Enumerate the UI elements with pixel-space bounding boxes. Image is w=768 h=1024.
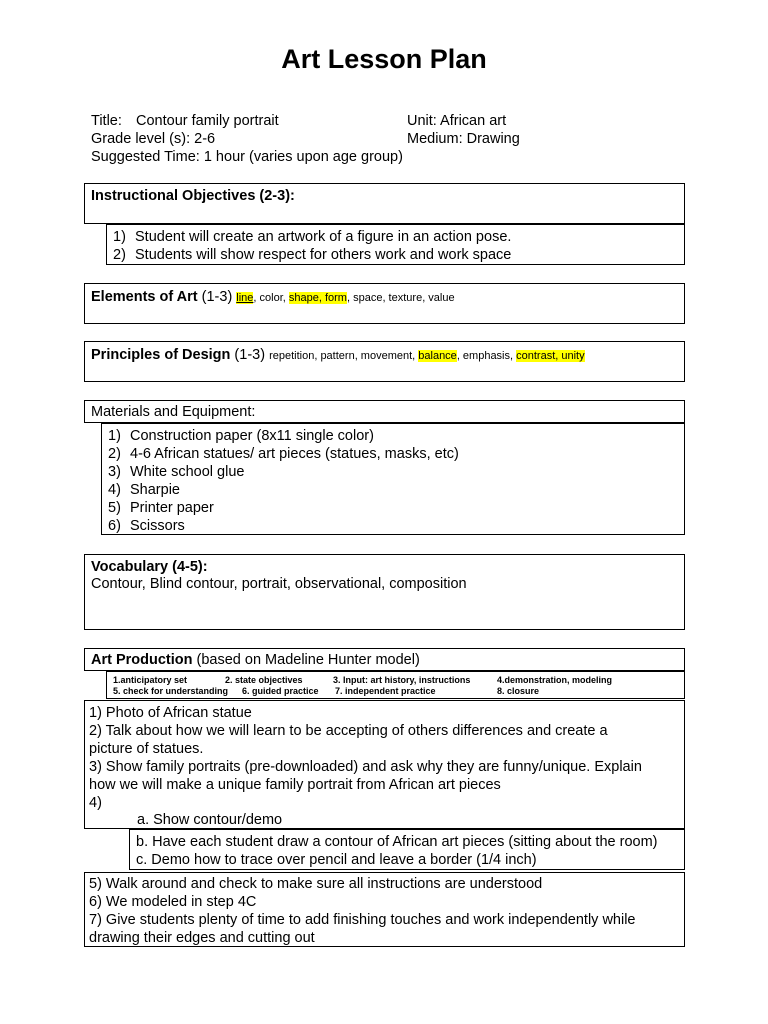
elements-heading: Elements of Art	[91, 289, 198, 305]
vocabulary-box	[84, 554, 685, 630]
procedure-line: 4)	[89, 795, 102, 811]
procedure-line: 5) Walk around and check to make sure all instructions are understood	[89, 876, 543, 892]
lesson-title-label: Title:	[91, 113, 122, 129]
procedure-line: a. Show contour/demo	[137, 812, 283, 828]
lesson-title-value: Contour family portrait	[136, 113, 279, 129]
material-item: 2) 4-6 African statues/ art pieces (statues, masks, etc)	[108, 446, 459, 462]
procedure-line: b. Have each student draw a contour of African art pieces (sitting about the room)	[136, 834, 658, 850]
step-label: 3. Input: art history, instructions	[333, 675, 471, 685]
material-item: 3) White school glue	[108, 464, 245, 480]
procedure-line: 7) Give students plenty of time to add finishing touches and work independently while	[89, 912, 636, 928]
medium-label: Medium: Drawing	[407, 131, 520, 147]
materials-header-box	[84, 400, 685, 423]
hunter-steps-box	[106, 671, 685, 699]
material-item: 6) Scissors	[108, 518, 185, 534]
procedure-line: 6) We modeled in step 4C	[89, 894, 257, 910]
objectives-header-box	[84, 183, 685, 224]
art-production-header-box	[84, 648, 685, 671]
suggested-time: Suggested Time: 1 hour (varies upon age group)	[91, 149, 403, 165]
materials-heading: Materials and Equipment:	[91, 404, 256, 420]
principles-of-design-box	[84, 341, 685, 382]
objective-item: 1) Student will create an artwork of a figure in an action pose.	[113, 229, 512, 245]
material-item: 4) Sharpie	[108, 482, 180, 498]
grade-level: Grade level (s): 2-6	[91, 131, 216, 147]
vocabulary-terms: Contour, Blind contour, portrait, observational, composition	[91, 576, 467, 592]
unit-label: Unit: African art	[407, 113, 507, 129]
procedure-box-1	[84, 700, 685, 829]
procedure-box-3	[84, 872, 685, 947]
principle-balance: balance	[418, 350, 457, 362]
elements-of-art-box	[84, 283, 685, 324]
step-label: 8. closure	[497, 686, 540, 696]
procedure-line: picture of statues.	[89, 741, 204, 757]
procedure-line: 1) Photo of African statue	[89, 705, 252, 721]
procedure-line: c. Demo how to trace over pencil and leave a border (1/4 inch)	[136, 852, 537, 868]
step-label: 2. state objectives	[225, 675, 303, 685]
elements-of-art-line: Elements of Art (1-3) line, color, shape, form, space, texture, value	[91, 289, 455, 305]
procedure-box-2	[129, 829, 685, 870]
step-label: 4.demonstration, modeling	[497, 675, 613, 685]
art-production-heading: Art Production	[91, 652, 193, 668]
material-item: 1) Construction paper (8x11 single color)	[108, 428, 374, 444]
objectives-heading: Instructional Objectives (2-3):	[91, 188, 295, 204]
art-production-subheading: (based on Madeline Hunter model)	[192, 652, 420, 668]
procedure-line: how we will make a unique family portrait from African art pieces	[89, 777, 501, 793]
principle-contrast-unity: contrast, unity	[516, 350, 585, 362]
procedure-line: 3) Show family portraits (pre-downloaded) and ask why they are funny/unique. Explain	[89, 759, 642, 775]
procedure-line: drawing their edges and cutting out	[89, 930, 315, 946]
procedure-line: 2) Talk about how we will learn to be accepting of others differences and create a	[89, 723, 608, 739]
element-shape-form: shape, form	[288, 292, 347, 304]
objectives-list-box	[106, 224, 685, 265]
step-label: 1.anticipatory set	[113, 675, 188, 685]
element-line: line	[236, 292, 254, 304]
step-label: 5. check for understanding	[113, 686, 229, 696]
material-item: 5) Printer paper	[108, 500, 214, 516]
step-label: 6. guided practice	[242, 686, 319, 696]
principles-line: Principles of Design (1-3) repetition, pattern, movement, balance, emphasis, contrast, unity	[91, 347, 585, 363]
principles-heading: Principles of Design	[91, 347, 231, 363]
step-label: 7. independent practice	[335, 686, 436, 696]
document-title: Art Lesson Plan	[281, 44, 487, 74]
vocabulary-heading: Vocabulary (4-5):	[91, 559, 208, 575]
materials-list-box	[101, 423, 685, 535]
objective-item: 2) Students will show respect for others work and work space	[113, 247, 512, 263]
